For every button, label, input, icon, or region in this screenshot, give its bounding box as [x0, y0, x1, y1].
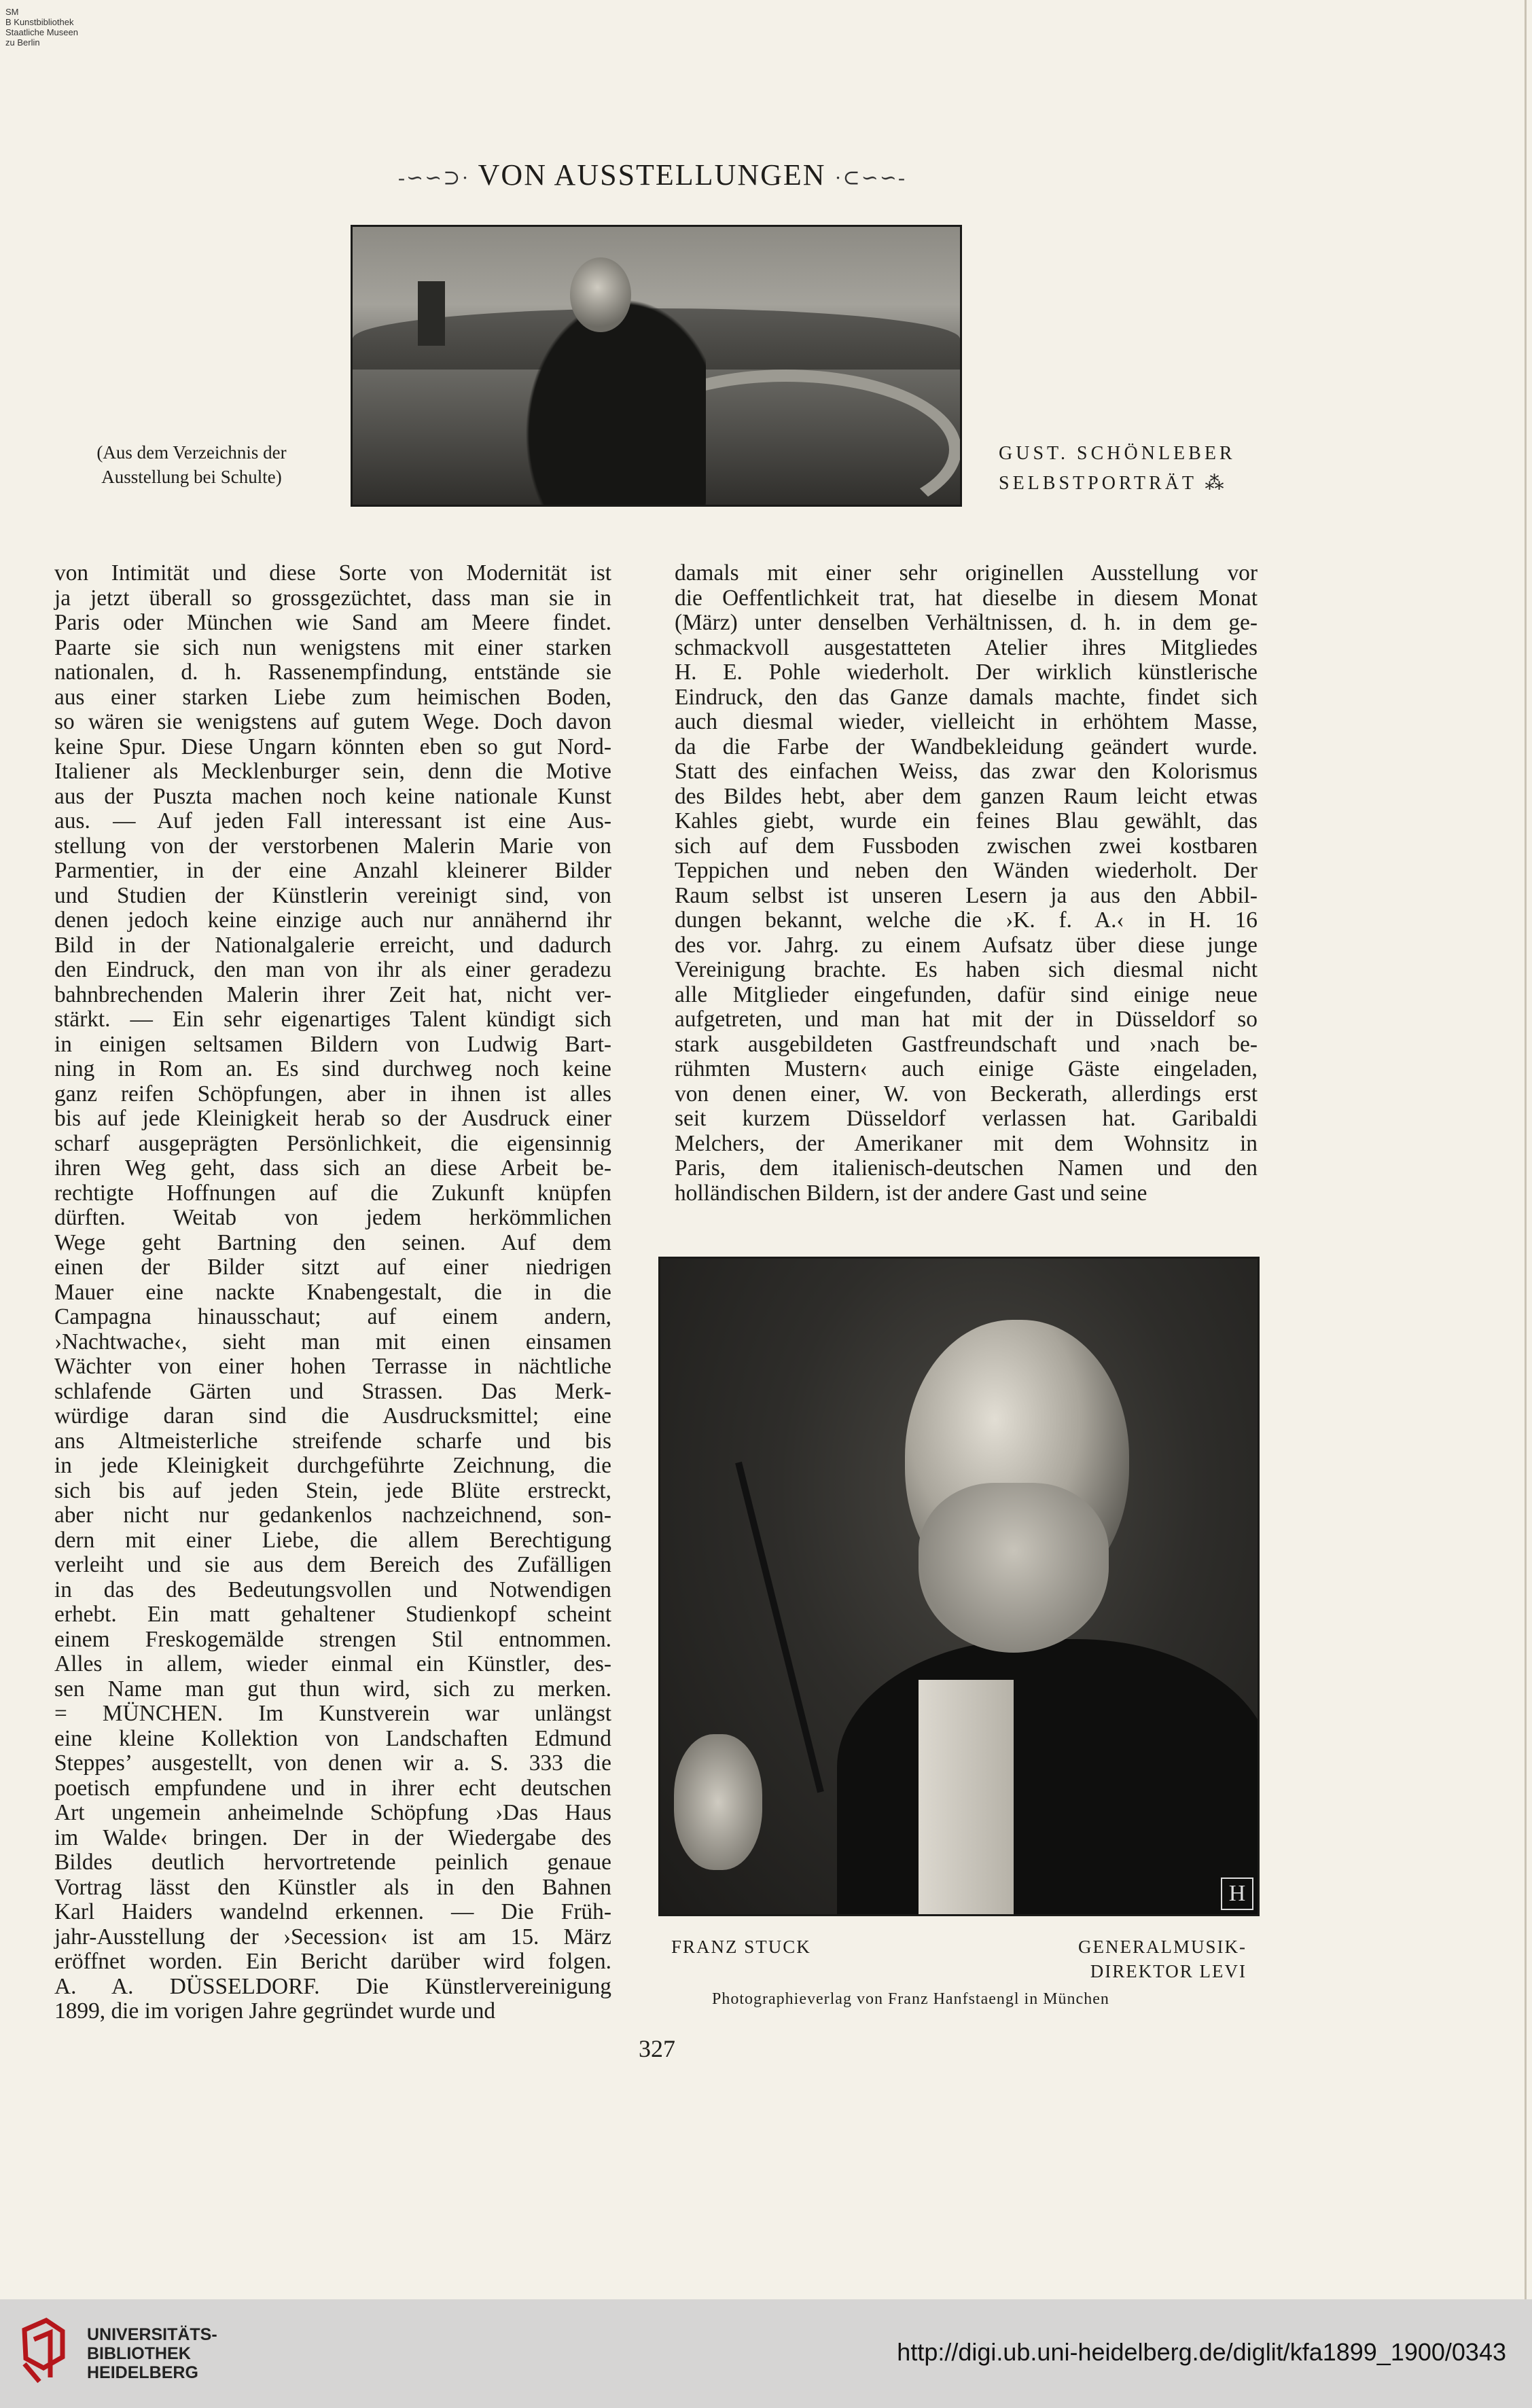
text-line: schlafende Gärten und Strassen. Das Merk- [54, 1378, 611, 1404]
caption-line: SELBSTPORTRÄT ⁂ [999, 473, 1228, 494]
section-heading [0, 158, 1304, 192]
hand [674, 1734, 762, 1870]
text-line: aus einer starken Liebe zum heimischen Boden, [54, 684, 611, 710]
text-line: (März) unter denselben Verhältnissen, d. h. in dem ge- [675, 610, 1258, 635]
text-line: nationalen, d. h. Rassenempfindung, entstände sie [54, 660, 611, 685]
baton [735, 1462, 824, 1793]
text-line: des Bildes hebt, aber dem ganzen Raum leicht etwas [675, 783, 1258, 809]
page-number: 327 [639, 2035, 675, 2062]
text-line: rühmten Mustern‹ auch einige Gäste eingeladen, [675, 1056, 1258, 1081]
text-line: in jede Kleinigkeit durchgeführte Zeichnung, die [54, 1453, 611, 1478]
caption-line: (Aus dem Verzeichnis der [96, 442, 287, 463]
text-line: Melchers, der Amerikaner mit dem Wohnsitz in [675, 1130, 1258, 1156]
text-line: Italiener als Mecklenburger sein, denn die Motive [54, 759, 611, 784]
painter-head [570, 257, 631, 332]
text-line: jahr-Ausstellung der ›Secession‹ ist am 15. März [54, 1924, 611, 1949]
text-line: dürften. Weitab von jedem herkömmlichen [54, 1205, 611, 1230]
text-line: ganz reifen Schöpfungen, aber in ihnen ist alles [54, 1081, 611, 1107]
coat [837, 1639, 1260, 1916]
right-text-column [675, 561, 1258, 1206]
text-line: da die Farbe der Wandbekleidung geändert wurde. [675, 734, 1258, 759]
text-line: einem Freskogemälde strengen Stil entnommen. [54, 1626, 611, 1652]
text-line: auch diesmal wieder, vielleicht in erhöhtem Masse, [675, 709, 1258, 734]
text-line: die Oeffentlichkeit trat, hat dieselbe in diesem Monat [675, 585, 1258, 611]
text-line: stark ausgebildeten Gastfreundschaft und ›nach be- [675, 1031, 1258, 1057]
monogram: H [1221, 1877, 1253, 1910]
text-line: eine kleine Kollektion von Landschaften Edmund [54, 1725, 611, 1751]
stamp-line: zu Berlin [5, 37, 40, 48]
photo2-caption-right [1071, 1935, 1247, 1983]
text-line: den Eindruck, den man von ihr als einer geradezu [54, 957, 611, 982]
text-line: poetisch empfundene und in ihrer echt deutschen [54, 1775, 611, 1801]
text-line: aus der Puszta machen noch keine nationale Kunst [54, 783, 611, 809]
text-line: A. A. DÜSSELDORF. Die Künstlervereinigung [54, 1973, 611, 1999]
text-line: Vortrag lässt den Künstler als in den Bahnen [54, 1874, 611, 1900]
text-line: Raum selbst ist unseren Lesern ja aus den Abbil- [675, 882, 1258, 908]
photo1-caption-left [76, 440, 307, 489]
text-line: und Studien der Künstlerin vereinigt sind, von [54, 882, 611, 908]
caption-line: GENERALMUSIK- [1078, 1937, 1247, 1957]
text-line: aus. — Auf jeden Fall interessant ist eine Aus- [54, 808, 611, 833]
shirt-front [919, 1680, 1014, 1914]
library-name-line: HEIDELBERG [87, 2363, 198, 2382]
text-line: Karl Haiders wandelnd erkennen. — Die Früh- [54, 1899, 611, 1924]
text-line: von Intimität und diese Sorte von Modernität ist [54, 560, 611, 586]
text-line: Paris oder München wie Sand am Meere findet. [54, 610, 611, 635]
text-line: bahnbrechenden Malerin ihrer Zeit hat, nicht ver- [54, 982, 611, 1007]
text-line: stärkt. — Ein sehr eigenartiges Talent kündigt sich [54, 1007, 611, 1032]
text-line: H. E. Pohle wiederholt. Der wirklich künstlerische [675, 660, 1258, 685]
text-line: alle Mitglieder eingefunden, dafür sind einige neue [675, 982, 1258, 1007]
permalink-url[interactable]: http://digi.ub.uni-heidelberg.de/diglit/kfa1899_1900/0343 [897, 2338, 1506, 2366]
university-library-logo-icon [19, 2316, 68, 2391]
text-line: dern mit einer Liebe, die allem Berechtigung [54, 1527, 611, 1553]
text-line: Alles in allem, wieder einmal ein Künstler, des- [54, 1651, 611, 1676]
text-line: würdige daran sind die Ausdrucksmittel; eine [54, 1403, 611, 1428]
text-line: schmackvoll ausgestatteten Atelier ihres Mitgliedes [675, 634, 1258, 660]
text-line: Wege geht Bartning den seinen. Auf dem [54, 1229, 611, 1255]
text-line: ihren Weg geht, dass sich an diese Arbeit be- [54, 1155, 611, 1181]
text-line: 1899, die im vorigen Jahre gegründet wurde und [54, 1998, 496, 2024]
stuck-portrait-of-levi-image [658, 1257, 1260, 1916]
text-line: damals mit einer sehr originellen Ausstellung vor [675, 560, 1258, 586]
text-line: scharf ausgeprägten Persönlichkeit, die eigensinnig [54, 1130, 611, 1156]
text-line: eröffnet worden. Ein Bericht darüber wird folgen. [54, 1949, 611, 1974]
text-line: ja jetzt überall so grossgezüchtet, dass man sie in [54, 585, 611, 611]
text-line: Kahles giebt, wurde ein feines Blau gewählt, das [675, 808, 1258, 833]
church-tower [418, 281, 445, 346]
caption-line: GUST. SCHÖNLEBER [999, 443, 1236, 464]
text-line: sen Name man gut thun wird, sich zu merken. [54, 1676, 611, 1702]
text-line: ans Altmeisterliche streifende scharfe und bis [54, 1428, 611, 1454]
beard [919, 1483, 1109, 1653]
text-line: holländischen Bildern, ist der andere Gast und seine [675, 1180, 1147, 1206]
library-name-line: BIBLIOTHEK [87, 2344, 191, 2363]
page-edge [1525, 0, 1527, 2299]
text-line: rechtigte Hoffnungen auf die Zukunft knüpfen [54, 1180, 611, 1206]
text-line: Mauer eine nackte Knabengestalt, die in die [54, 1279, 611, 1305]
text-line: Wächter von einer hohen Terrasse in nächtliche [54, 1354, 611, 1379]
text-line: Paris, dem italienisch-deutschen Namen und den [675, 1155, 1258, 1181]
library-stamp [5, 7, 78, 48]
text-line: Art ungemein anheimelnde Schöpfung ›Das Haus [54, 1800, 611, 1825]
text-line: Vereinigung brachte. Es haben sich diesmal nicht [675, 957, 1258, 982]
schoenleber-self-portrait-image [351, 225, 962, 507]
text-line: in einigen seltsamen Bildern von Ludwig Bart- [54, 1031, 611, 1057]
text-line: Paarte sie sich nun wenigstens mit einer starken [54, 634, 611, 660]
text-line: erhebt. Ein matt gehaltener Studienkopf scheint [54, 1602, 611, 1627]
viewer-footer [0, 2299, 1532, 2408]
stamp-line: Staatliche Museen [5, 27, 78, 37]
text-line: Teppichen und neben den Wänden wiederholt. Der [675, 858, 1258, 883]
text-line: des vor. Jahrg. zu einem Aufsatz über diese junge [675, 932, 1258, 958]
stamp-line: SM [5, 7, 19, 17]
text-line: im Walde‹ bringen. Der in der Wiedergabe des [54, 1825, 611, 1850]
text-line: ›Nachtwache‹, sieht man mit einen einsamen [54, 1329, 611, 1354]
text-line: Campagna hinausschaut; auf einem andern, [54, 1304, 611, 1329]
text-line: = MÜNCHEN. Im Kunstverein war unlängst [54, 1701, 611, 1726]
photo-credit: Photographieverlag von Franz Hanfstaengl in München [712, 1990, 1109, 2008]
library-name-line: UNIVERSITÄTS- [87, 2325, 217, 2344]
library-name [87, 2325, 217, 2382]
text-line: Parmentier, in der eine Anzahl kleinerer Bilder [54, 858, 611, 883]
text-line: stellung von der verstorbenen Malerin Marie von [54, 833, 611, 859]
photo2-caption-left: FRANZ STUCK [671, 1937, 811, 1957]
stamp-line: B Kunstbibliothek [5, 17, 74, 27]
text-line: in das des Bedeutungsvollen und Notwendigen [54, 1577, 611, 1602]
text-line: von denen einer, W. von Beckerath, allerdings erst [675, 1081, 1258, 1107]
text-line: so wären sie wenigstens auf gutem Wege. Doch davon [54, 709, 611, 734]
text-line: verleiht und sie aus dem Bereich des Zufälligen [54, 1552, 611, 1577]
text-line: bis auf jede Kleinigkeit herab so der Ausdruck einer [54, 1106, 611, 1131]
text-line: keine Spur. Diese Ungarn könnten eben so gut Nord- [54, 734, 611, 759]
text-line: aufgetreten, und man hat mit der in Düsseldorf so [675, 1007, 1258, 1032]
text-line: Bild in der Nationalgalerie erreicht, und dadurch [54, 932, 611, 958]
photo1-caption-right [999, 439, 1236, 499]
caption-line: DIREKTOR LEVI [1090, 1961, 1247, 1981]
text-line: Steppes’ ausgestellt, von denen wir a. S. 333 die [54, 1750, 611, 1776]
text-line: seit kurzem Düsseldorf verlassen hat. Garibaldi [675, 1106, 1258, 1131]
text-line: einen der Bilder sitzt auf einer niedrigen [54, 1255, 611, 1280]
heading-title: VON AUSSTELLUNGEN [478, 158, 826, 192]
caption-line: Ausstellung bei Schulte) [101, 467, 282, 487]
text-line: Eindruck, den das Ganze damals machte, findet sich [675, 684, 1258, 710]
left-text-column [54, 561, 611, 2024]
text-line: dungen bekannt, welche die ›K. f. A.‹ in H. 16 [675, 908, 1258, 933]
ornament-right: ·⊂∽∽- [834, 166, 906, 190]
text-line: Bildes deutlich hervortretende peinlich genaue [54, 1850, 611, 1875]
text-line: sich bis auf jeden Stein, jede Blüte erstreckt, [54, 1477, 611, 1503]
ornament-left: -∽∽⊃· [398, 166, 470, 190]
text-line: Statt des einfachen Weiss, das zwar den Kolorismus [675, 759, 1258, 784]
text-line: sich auf dem Fussboden zwischen zwei kostbaren [675, 833, 1258, 859]
text-line: aber nicht nur gedankenlos nachzeichnend, son- [54, 1503, 611, 1528]
text-line: denen jedoch keine einzige auch nur annähernd ihr [54, 908, 611, 933]
text-line: ning in Rom an. Es sind durchweg noch keine [54, 1056, 611, 1081]
